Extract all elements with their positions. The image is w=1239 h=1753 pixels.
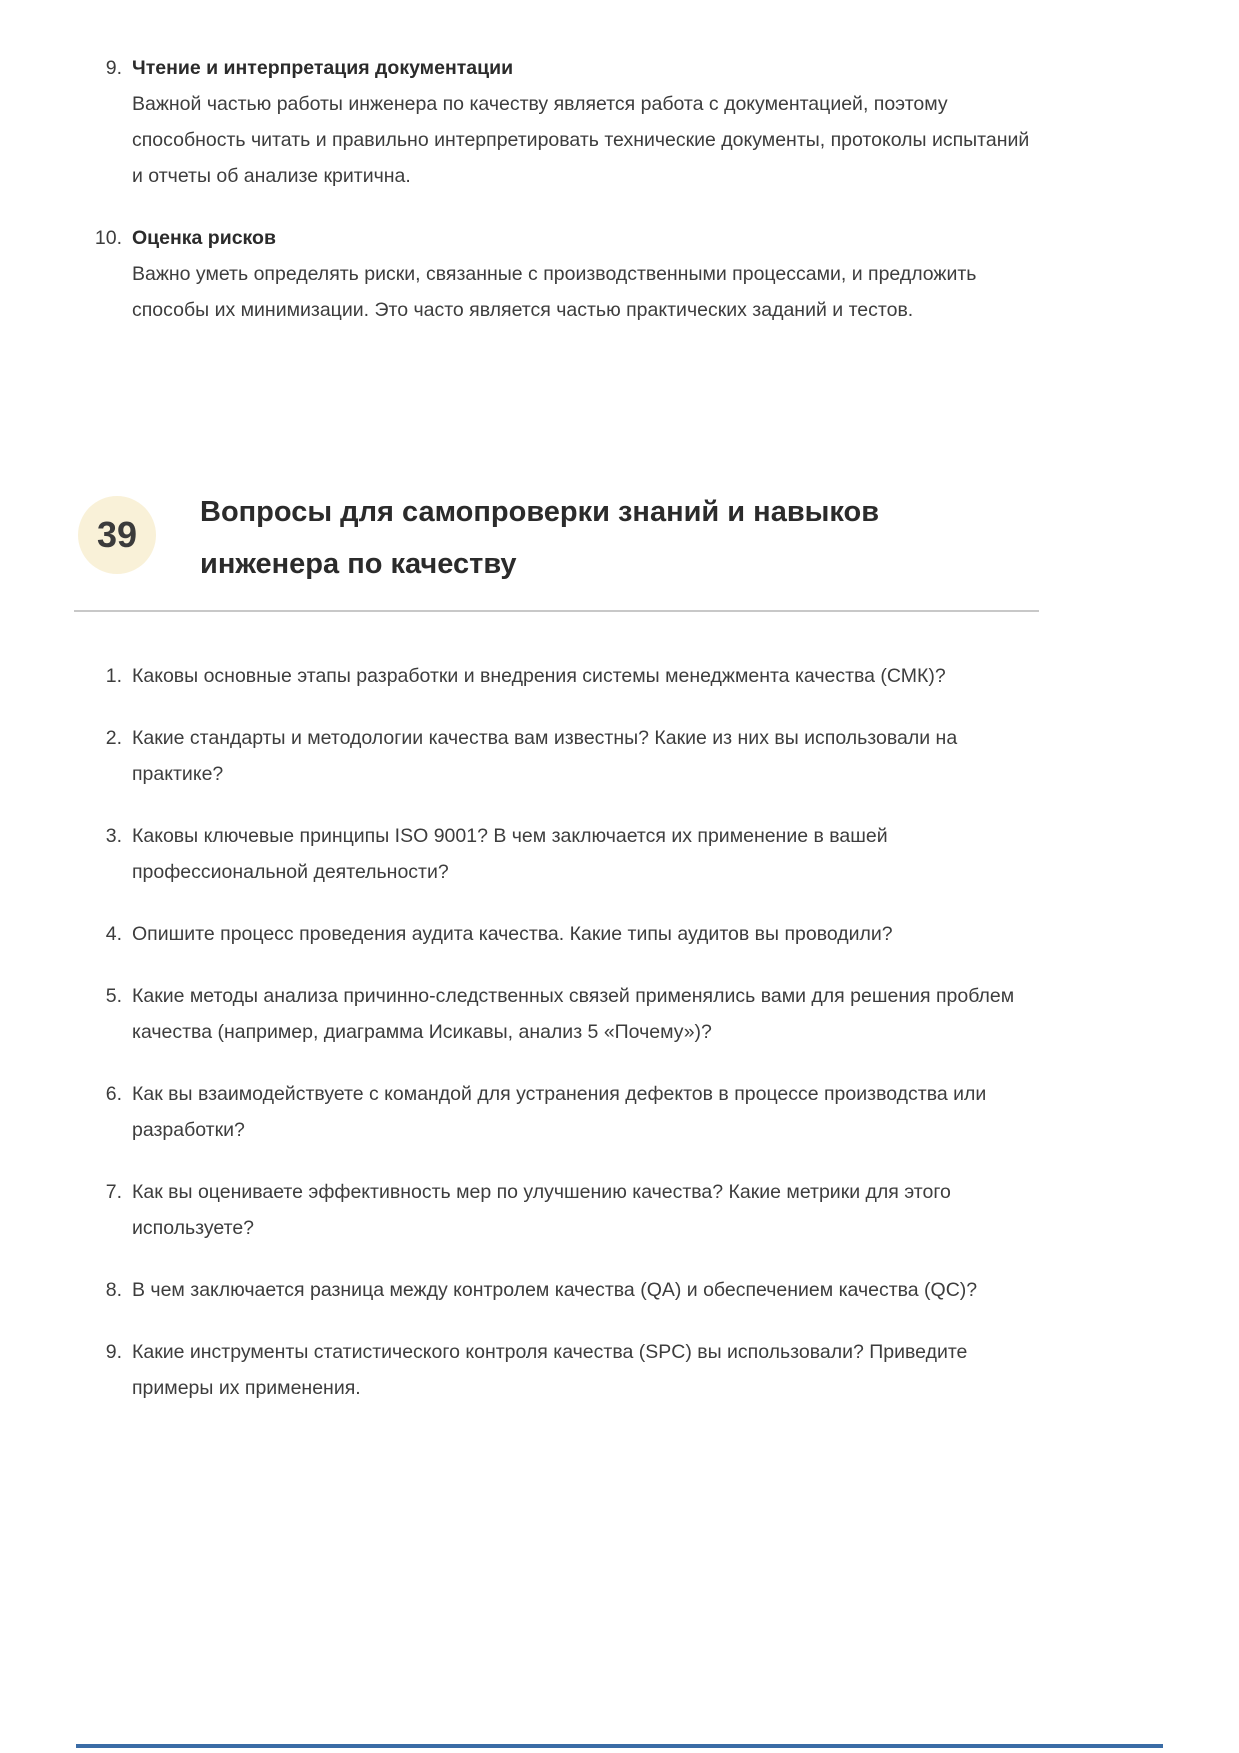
list-item-text: Важной частью работы инженера по качеству является работа с документацией, поэтому способность читать и правильно интерпретировать технические документы, протоколы испытаний и отчеты об анализе критична. bbox=[132, 93, 1030, 187]
list-item-body bbox=[132, 50, 1039, 194]
question-item bbox=[74, 1076, 1039, 1148]
question-number: 2. bbox=[105, 727, 122, 749]
question-text: Какие стандарты и методологии качества вам известны? Какие из них вы использовали на практике? bbox=[132, 727, 958, 785]
question-text: Какие инструменты статистического контроля качества (SPC) вы использовали? Приведите примеры их применения. bbox=[132, 1341, 968, 1399]
question-number: 6. bbox=[105, 1083, 122, 1105]
question-item bbox=[74, 818, 1039, 890]
question-text: В чем заключается разница между контролем качества (QA) и обеспечением качества (QC)? bbox=[132, 1279, 978, 1301]
section-number-badge: 39 bbox=[78, 496, 156, 574]
section-title bbox=[200, 486, 1039, 590]
questions-list bbox=[74, 658, 1039, 1406]
list-item-title: Чтение и интерпретация документации bbox=[132, 57, 514, 79]
list-item bbox=[74, 220, 1039, 328]
question-text: Как вы оцениваете эффективность мер по улучшению качества? Какие метрики для этого используете? bbox=[132, 1181, 951, 1239]
question-item bbox=[74, 658, 1039, 694]
list-item-number: 10. bbox=[94, 227, 122, 249]
section-title-block bbox=[200, 486, 1039, 590]
section-title-line2: инженера по качеству bbox=[200, 548, 517, 580]
question-number: 4. bbox=[105, 923, 122, 945]
question-item bbox=[74, 978, 1039, 1050]
section-header bbox=[74, 486, 1039, 590]
question-number: 9. bbox=[105, 1341, 122, 1363]
question-item bbox=[74, 720, 1039, 792]
section-divider bbox=[74, 610, 1039, 612]
question-text: Какие методы анализа причинно-следственных связей применялись вами для решения проблем качества (например, диаграмма Исикавы, анализ 5 «Почему»)? bbox=[132, 985, 1015, 1043]
question-number: 5. bbox=[105, 985, 122, 1007]
list-item-title: Оценка рисков bbox=[132, 227, 276, 249]
question-text: Каковы ключевые принципы ISO 9001? В чем заключается их применение в вашей профессиональной деятельности? bbox=[132, 825, 888, 883]
section-title-line1: Вопросы для самопроверки знаний и навыков bbox=[200, 496, 880, 528]
page-bottom-rule bbox=[76, 1744, 1163, 1748]
question-number: 8. bbox=[105, 1279, 122, 1301]
question-item bbox=[74, 1272, 1039, 1308]
question-number: 3. bbox=[105, 825, 122, 847]
question-text: Опишите процесс проведения аудита качества. Какие типы аудитов вы проводили? bbox=[132, 923, 893, 945]
list-item bbox=[74, 50, 1039, 194]
question-text: Как вы взаимодействуете с командой для устранения дефектов в процессе производства или разработки? bbox=[132, 1083, 987, 1141]
question-text: Каковы основные этапы разработки и внедрения системы менеджмента качества (СМК)? bbox=[132, 665, 946, 687]
question-item bbox=[74, 1174, 1039, 1246]
list-item-text: Важно уметь определять риски, связанные с производственными процессами, и предложить способы их минимизации. Это часто является частью практических заданий и тестов. bbox=[132, 263, 977, 321]
list-item-number: 9. bbox=[105, 57, 122, 79]
question-number: 7. bbox=[105, 1181, 122, 1203]
question-number: 1. bbox=[105, 665, 122, 687]
question-item bbox=[74, 916, 1039, 952]
question-item bbox=[74, 1334, 1039, 1406]
list-item-body bbox=[132, 220, 1039, 328]
